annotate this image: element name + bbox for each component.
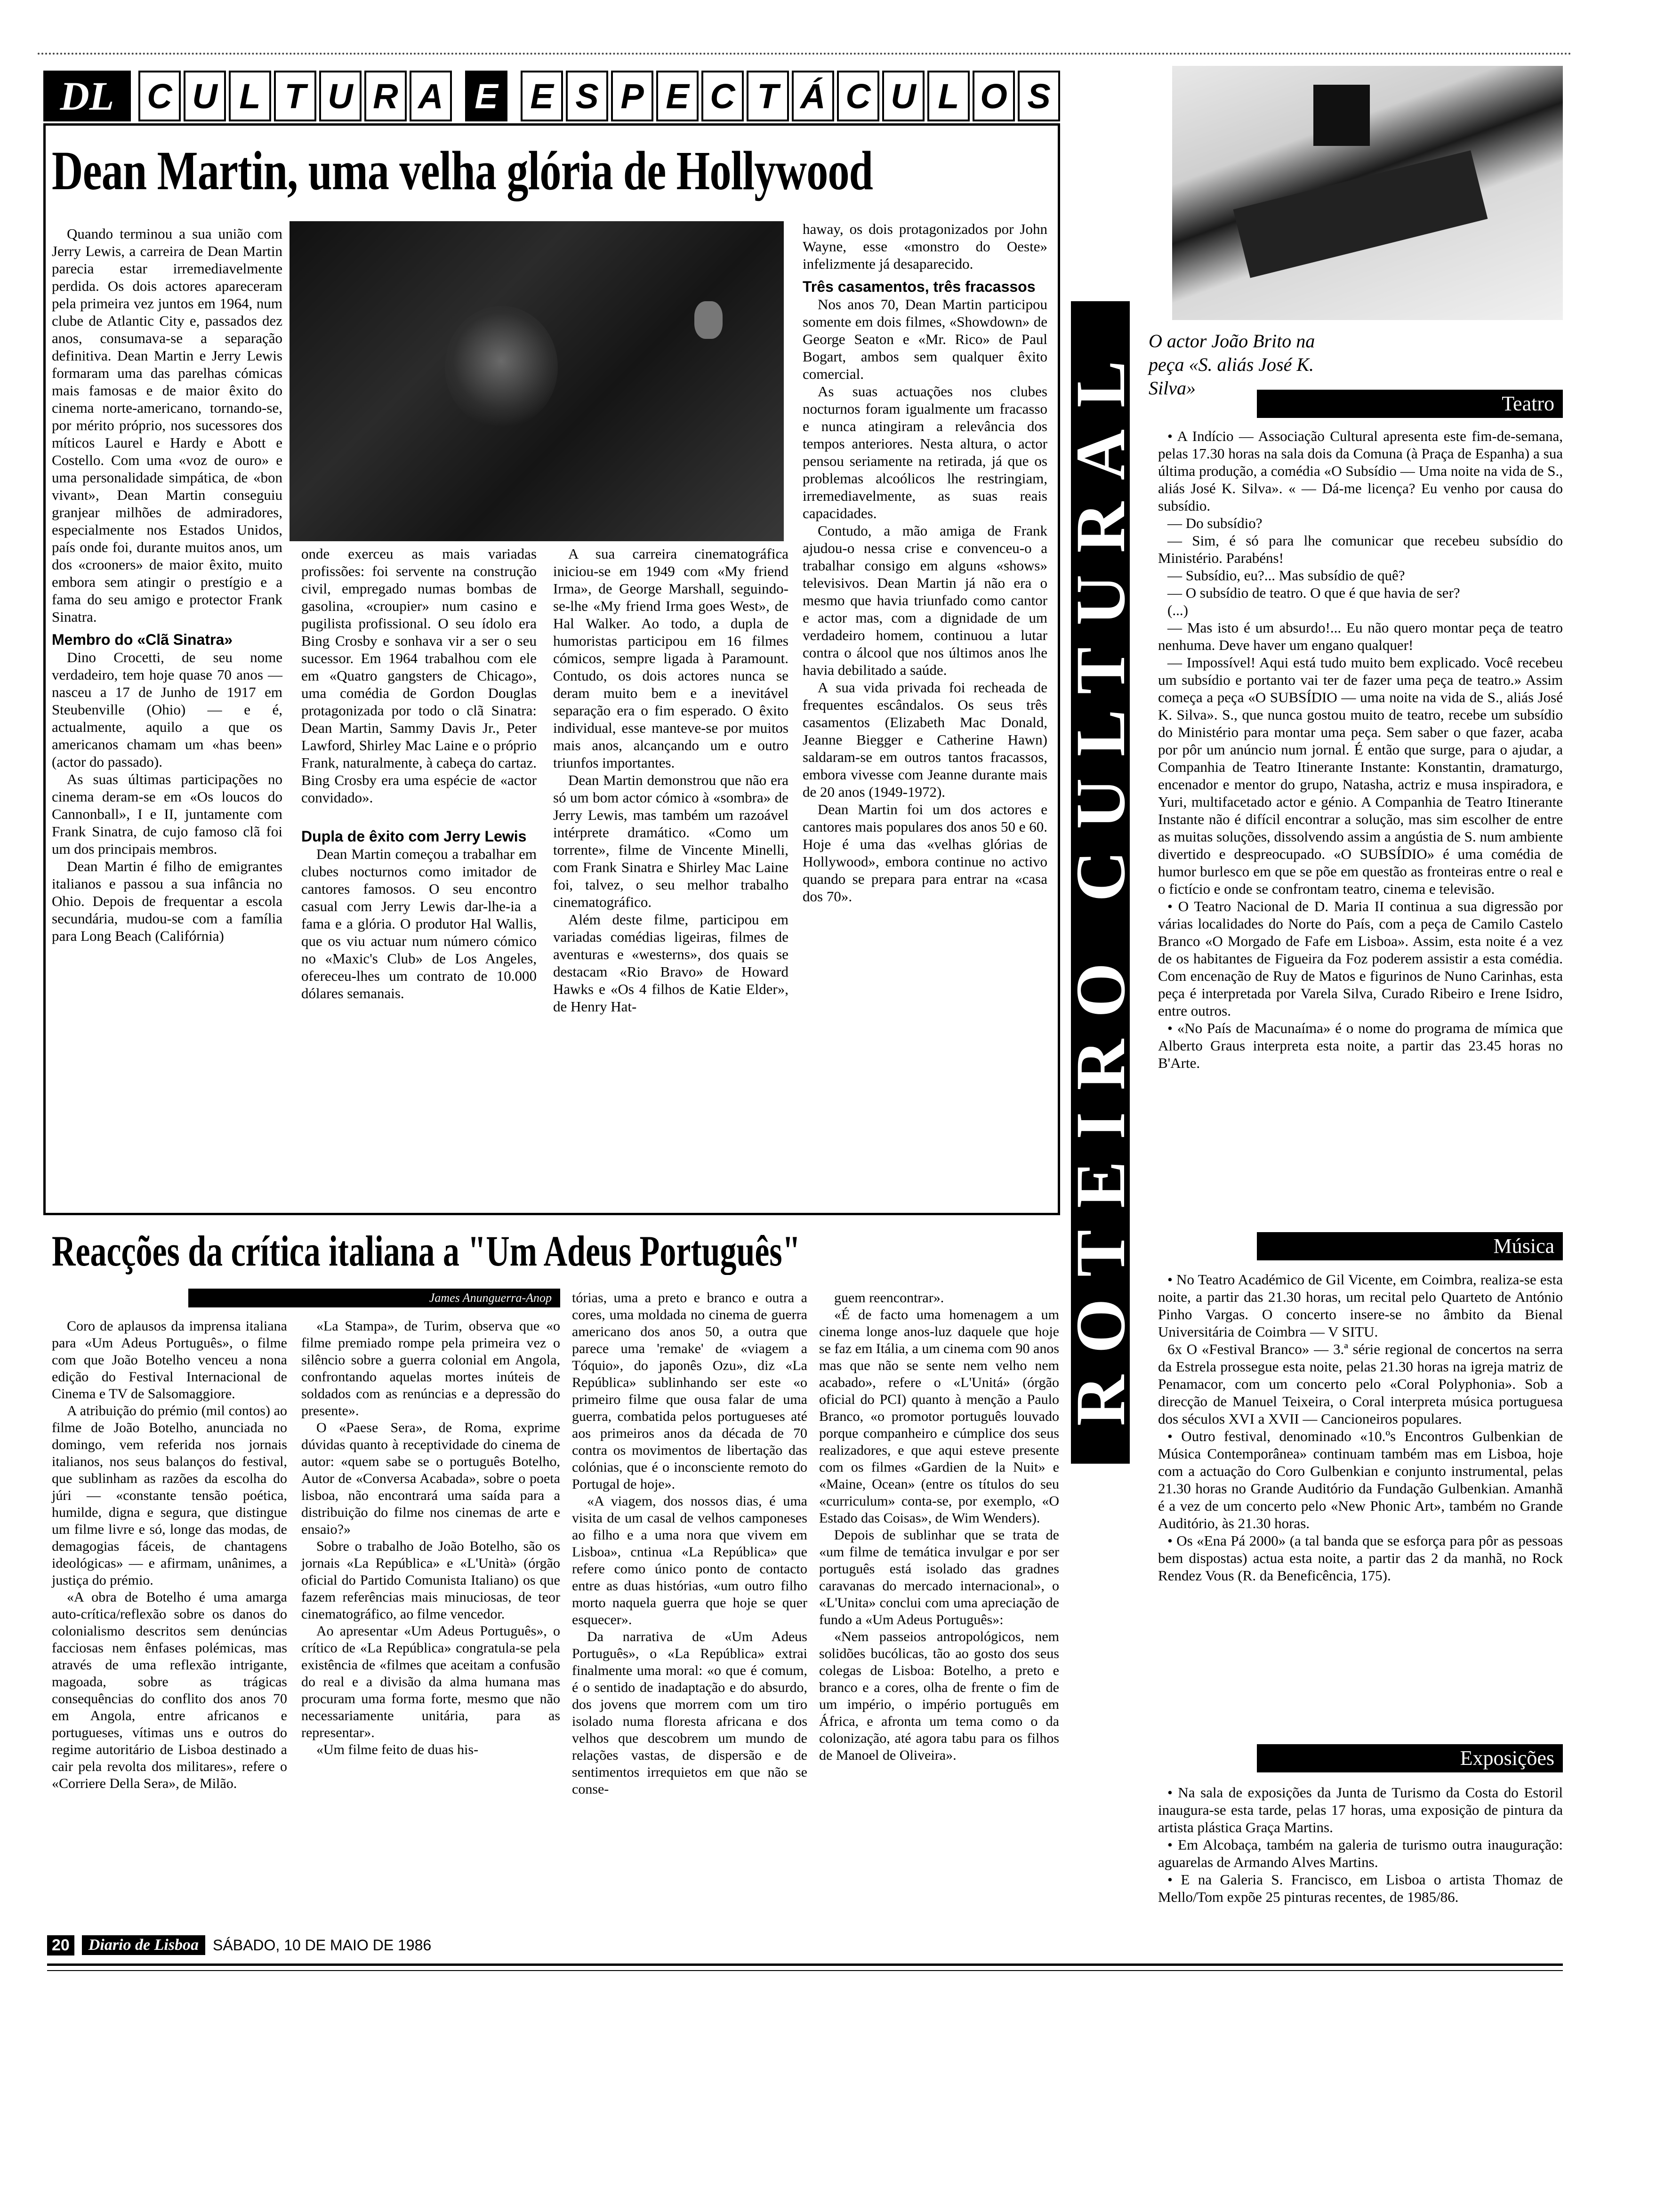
- banner-letter: R: [364, 71, 407, 121]
- article1-subheading-1: Membro do «Clã Sinatra»: [52, 631, 233, 648]
- article1-col2b-body: [301, 845, 537, 1002]
- teatro-item: — Subsídio, eu?... Mas subsídio de quê?: [1167, 567, 1405, 584]
- article1-col2-body: [301, 545, 537, 806]
- newspaper-logo: DL: [43, 71, 131, 121]
- article1-column-1: [52, 225, 282, 945]
- banner-letter: P: [611, 71, 653, 121]
- article2-col1-body: [52, 1318, 287, 1792]
- article2-paragraph: Depois de sublinhar que se trata de «um filme de temática invulgar e por ser português está isolado das gradnes caravanas do mercado internacional», o «L'Unita» conclui com uma apreciação de fundo a «Um Adeus Português»:: [819, 1527, 1059, 1627]
- teatro-item: — Mas isto é um absurdo!... Eu não quero montar peça de teatro nenhuma. Deve haver um engano qualquer!: [1158, 619, 1563, 653]
- article2-paragraph: «La Stampa», de Turim, observa que «o filme premiado rompe pela primeira vez o silêncio sobre a guerra colonial em Angola, confrontando aquelas mortes inúteis de soldados com as renúncias e a depressão do presente».: [301, 1318, 560, 1419]
- article2-paragraph: Sobre o trabalho de João Botelho, são os jornais «La República» e «L'Unità» (órgão oficial do Partido Comunista Italiano) os que fazem referências mais minuciosas, de teor cinematográfico, ao filme vencedor.: [301, 1539, 560, 1622]
- article1-col1-body: [52, 225, 282, 625]
- article1-paragraph: Além deste filme, participou em variadas comédias ligeiras, filmes de aventuras e «westerns», dos quais se destacam «Rio Bravo» de Howard Hawks e «Os 4 filhos de Katie Elder», de Henry Hat-: [553, 911, 788, 1015]
- roteiro-cultural-band: [1061, 301, 1140, 1464]
- article1-paragraph: As suas actuações nos clubes nocturnos foram igualmente um fracasso e nunca atingiram a relevância dos tempos anteriores. Nesta altura, o actor pensou seriamente na retirada, já que os problemas alcoólicos lhe restringiam, irremediavelmente, as suas reais capacidades.: [803, 383, 1047, 521]
- article2-byline: James Anunguerra-Anop: [188, 1289, 560, 1307]
- issue-date: SÁBADO, 10 DE MAIO DE 1986: [213, 1936, 432, 1954]
- article1-paragraph: A sua carreira cinematográfica iniciou-se em 1949 com «My friend Irma», de George Marshall, seguindo-se-lhe «My friend Irma goes West», de Hal Walker. Ao todo, a dupla de humoristas participou em 16 filmes cómicos, sempre ligada à Paramount. Contudo, os dois actores nunca se deram muito bem e a inevitável separação era o fim esperado. O êxito individual, esse manteve-se por muitos mais anos, alcançando um e outro triunfos importantes.: [553, 545, 788, 771]
- article1-paragraph: A sua vida privada foi recheada de frequentes escândalos. Os seus três casamentos (Elizabeth Mac Donald, Jeanne Biegger e Catherine Hawn) saldaram-se em outros tantos fracassos, embora vivesse com Jeanne durante mais de 20 anos (1949-1972).: [803, 679, 1047, 800]
- article1-paragraph: Dean Martin começou a trabalhar em clubes nocturnos como imitador de cantores famosos. O seu encontro casual com Jerry Lewis dar-lhe-ia a fama e a glória. O produtor Hal Wallis, que os viu actuar num número cómico no «Maxic's Club» de Los Angeles, ofereceu-lhes um contrato de 10.000 dólares semanais.: [301, 846, 537, 1002]
- article2-paragraph: tórias, uma a preto e branco e outra a cores, uma moldada no cinema de guerra americano dos anos 50, a outra que parece uma 'remake' de «viagem a Tóquio», do japonês Ozu», diz «La República» sublinhando ser este «o primeiro filme que ousa falar de uma guerra, combatida pelos portugueses até aos primeiros anos da década de 70 contra os movimentos de libertação das colónias, que é o inconsciente remoto do Portugal de hoje».: [572, 1290, 807, 1492]
- teatro-item: — O subsídio de teatro. O que é que havia de ser?: [1167, 585, 1460, 601]
- article1-paragraph: Quando terminou a sua união com Jerry Lewis, a carreira de Dean Martin parecia estar irremediavelmente perdida. Os dois actores apareceram pela primeira vez juntos em 1964, num clube de Atlantic City e, passados dez anos, consumava-se a separação definitiva. Dean Martin e Jerry Lewis formaram uma das parelhas cómicas mais famosas e de maior êxito do cinema norte-americano, tornando-se, por mérito próprio, nos sucessores dos míticos Laurel e Hardy e Abott e Costello. Com uma «voz de ouro» e uma personalidade simpática, de «bon vivant», Dean Martin conseguiu granjear milhões de admiradores, especialmente nos Estados Unidos, país onde foi, durante muitos anos, um dos «crooners» de maior êxito, muito embora sem atingir o prestígio e a fama do seu amigo e protector Frank Sinatra.: [52, 225, 282, 625]
- article1-title: Dean Martin, uma velha glória de Hollywood: [52, 140, 873, 201]
- musica-item: • Outro festival, denominado «10.ºs Encontros Gulbenkian de Música Contemporânea» continuam também mas em Lisboa, hoje com a actuação do Coro Gulbenkian e conjunto instrumental, pelas 21.30 horas no Grande Auditório da Fundação Gulbenkian. Amanhã é a vez de um concerto pelo «New Phonic Art», também no Grande Auditório, às 21.30 horas.: [1158, 1428, 1563, 1531]
- musica-item: • No Teatro Académico de Gil Vicente, em Coimbra, realiza-se esta noite, a partir das 21.30 horas, um recital pelo Quarteto de António Pinho Vargas. O concerto insere-se no âmbito da Bienal Universitária de Coimbra — V SITU.: [1158, 1271, 1563, 1340]
- musica-item: 6x O «Festival Branco» — 3.ª série regional de concertos na serra da Estrela prossegue esta noite, pelas 21.30 horas na igreja matriz de Penamacor, com um concerto pelo «Coral Polyphonia». Sob a direcção de Manuel Teixeira, o Coral interpreta música portuguesa dos séculos XVI a XVII — Cancioneiros populares.: [1158, 1341, 1563, 1427]
- teatro-body: [1158, 427, 1563, 1072]
- article2-paragraph: «A obra de Botelho é uma amarga auto-crítica/reflexão sobre os danos do colonialismo descritos sem denúncias facciosas nem ênfases polémicas, mas através de uma reflexão intrigante, magoada, sobre as trágicas consequências do conflito dos anos 70 em Angola, entre africanos e portugueses, vítimas uns e outros do regime autoritário de Lisboa destinado a cair pela revolta dos militares», refere o «Corriere Della Sera», de Milão.: [52, 1589, 287, 1791]
- banner-letter: A: [410, 71, 452, 121]
- article2-column-4: [819, 1290, 1059, 1764]
- article1-col3-body: [553, 545, 788, 1015]
- dean-martin-photo: [290, 221, 784, 541]
- musica-item: • Os «Ena Pá 2000» (a tal banda que se esforça para pôr as pessoas bem dispostas) actua esta noite, a partir das 2 da manhã, no Rock Rendez Vous (R. da Beneficência, 175).: [1158, 1532, 1563, 1584]
- exposicoes-item: • E na Galeria S. Francisco, em Lisboa o artista Thomaz de Mello/Tom expõe 25 pinturas recentes, de 1985/86.: [1158, 1871, 1563, 1905]
- banner-letter: S: [566, 71, 608, 121]
- top-edge-dots: [38, 53, 1572, 58]
- article2-col4-body: [819, 1290, 1059, 1764]
- article1-paragraph: As suas últimas participações no cinema deram-se em «Os loucos do Cannonball», I e II, juntamente com Frank Sinatra, de cujo famoso clã foi um dos principais membros.: [52, 771, 282, 857]
- teatro-item: — Do subsídio?: [1167, 515, 1263, 531]
- banner-letter: L: [229, 71, 271, 121]
- article1-column-4: [803, 220, 1047, 905]
- joao-brito-photo: [1172, 66, 1563, 320]
- musica-heading: Música: [1257, 1232, 1563, 1260]
- section-banner: [43, 71, 1060, 121]
- footer: [47, 1933, 1563, 1957]
- article1-subheading-3: Três casamentos, três fracassos: [803, 278, 1036, 295]
- page-number: 20: [47, 1935, 74, 1956]
- article2-column-2: [301, 1318, 560, 1758]
- teatro-item: — Sim, é só para lhe comunicar que recebeu subsídio do Ministério. Parabéns!: [1158, 532, 1563, 566]
- article2-col2-body: [301, 1318, 560, 1758]
- teatro-heading: Teatro: [1257, 390, 1563, 418]
- article2-paragraph: «A viagem, dos nossos dias, é uma visita de um casal de velhos camponeses ao filho e a uma nora que vivem em Lisboa», cntinua «La República» que refere como único ponto de contacto entre as duas histórias, «um outro filho morto naquela guerra que hoje se quer esquecer».: [572, 1493, 807, 1627]
- article2-title: Reacções da crítica italiana a "Um Adeus Português": [52, 1227, 801, 1275]
- article1-paragraph: Dean Martin é filho de emigrantes italianos e passou a sua infância no Ohio. Depois de frequentar a escola secundária, mudou-se com a família para Long Beach (Califórnia): [52, 858, 282, 944]
- section-title-letters: [138, 71, 1060, 121]
- teatro-item: • «No País de Macunaíma» é o nome do programa de mímica que Alberto Graus interpreta esta noite, a partir das 23.45 horas no B'Arte.: [1158, 1020, 1563, 1071]
- article2-paragraph: Ao apresentar «Um Adeus Português», o crítico de «La República» congratula-se pela existência de «filmes que aceitam a confusão do real e a divisão da alma humana mas procuram uma forma forte, mesmo que não necessariamente unitária, para as representar».: [301, 1623, 560, 1740]
- banner-letter: O: [973, 71, 1015, 121]
- roteiro-cultural-label: ROTEIRO CULTURAL: [1061, 339, 1140, 1426]
- banner-letter: U: [184, 71, 226, 121]
- article1-paragraph: haway, os dois protagonizados por John Wayne, esse «monstro do Oeste» infelizmente já desaparecido.: [803, 221, 1047, 272]
- banner-letter: L: [927, 71, 970, 121]
- exposicoes-item: • Em Alcobaça, também na galeria de turismo outra inauguração: aguarelas de Armando Alves Martins.: [1158, 1836, 1563, 1870]
- article1-paragraph: Dean Martin demonstrou que não era só um bom actor cómico à «sombra» de Jerry Lewis, mas também um razoável intérprete dramático. «Como um torrente», filme de Vincente Minelli, com Frank Sinatra e Shirley Mac Laine foi, talvez, o seu melhor trabalho cinematográfico.: [553, 772, 788, 910]
- banner-letter: U: [319, 71, 362, 121]
- banner-letter: C: [837, 71, 879, 121]
- article1-col1b-body: [52, 649, 282, 945]
- exposicoes-item: • Na sala de exposições da Junta de Turismo da Costa do Estoril inaugura-se esta tarde, pelas 17 horas, uma exposição de pintura da artista plástica Graça Martins.: [1158, 1784, 1563, 1835]
- article1-paragraph: onde exerceu as mais variadas profissões: foi servente na construção civil, empregado numas bombas de gasolina, «croupier» num casino e pugilista profissional. O seu ídolo era Bing Crosby e sonhava vir a ser o seu sucessor. Em 1964 trabalhou com ele em «Quatro gangsters de Chicago», uma comédia de Gordon Douglas protagonizada por todo o clã Sinatra: Dean Martin, Sammy Davis Jr., Peter Lawford, Shirley Mac Laine e o próprio Frank, naturalmente, à cabeça do cartaz. Bing Crosby era uma espécie de «actor convidado».: [301, 545, 537, 806]
- banner-letter: C: [701, 71, 744, 121]
- footer-rule: [47, 1964, 1563, 1966]
- article2-paragraph: «Nem passeios antropológicos, nem solidões bucólicas, tão ao gosto dos seus colegas de Lisboa: Botelho, a preto e branco e a cores, olha de frente o fim de um império, o império português em África, e afronta um tema como o da colonização, até agora tabu para os filhos de Manoel de Oliveira».: [819, 1629, 1059, 1763]
- article1-paragraph: Dino Crocetti, de seu nome verdadeiro, tem hoje quase 70 anos — nasceu a 17 de Junho de 1917 em Steubenville (Ohio) — e é, actualmente, aquilo a que os americanos chamam um «has been» (actor do passado).: [52, 649, 282, 770]
- article2-paragraph: A atribuição do prémio (mil contos) ao filme de João Botelho, anunciada no domingo, vem referida nos jornais italianos, nos seus balanços do festival, que sublinham as razões da escolha do júri — «constante tensão poética, humilde, digna e segura, que distingue um filme livre e só, longe das modas, de demagogias fáceis, de chantagens ideológicas» — e afirmam, unânimes, a justiça do prémio.: [52, 1403, 287, 1588]
- article1-column-2: [301, 545, 537, 1002]
- banner-letter: S: [1018, 71, 1060, 121]
- banner-letter: U: [882, 71, 925, 121]
- exposicoes-heading: Exposições: [1257, 1744, 1563, 1772]
- teatro-item: (...): [1167, 602, 1188, 618]
- article1-subheading-2: Dupla de êxito com Jerry Lewis: [301, 828, 527, 845]
- article2-column-3: [572, 1290, 807, 1798]
- article1-paragraph: Contudo, a mão amiga de Frank ajudou-o nessa crise e convenceu-o a trabalhar consigo em alguns «shows» televisivos. Dean Martin já não era o mesmo que havia triunfado como cantor e actor mas, com a dignidade de um verdadeiro homem, continuou a lutar contra o álcool que nos últimos anos lhe havia debilitado a saúde.: [803, 522, 1047, 678]
- teatro-item: • O Teatro Nacional de D. Maria II continua a sua digressão por várias localidades do Norte do País, com a peça de Camilo Castelo Branco «O Morgado de Fafe em Lisboa». Assim, esta noite é a vez de os habitantes de Figueira da Foz poderem assistir a esta comédia. Com encenação de Ruy de Matos e figurinos de Nuno Carinhas, esta peça é interpretada por Varela Silva, Curado Ribeiro e Irene Isidro, entre outros.: [1158, 898, 1563, 1019]
- banner-letter: Á: [792, 71, 834, 121]
- article1-paragraph: Dean Martin foi um dos actores e cantores mais populares dos anos 50 e 60. Hoje é uma das «velhas glórias de Hollywood», embora continue no activo quando se prepara para entrar na «casa dos 70».: [803, 801, 1047, 905]
- article2-paragraph: O «Paese Sera», de Roma, exprime dúvidas quanto à receptividade do cinema de autor: «quem sabe se o português Botelho, Autor de «Conversa Acabada», sobre o poeta lisboa, não encontrará uma saída para a distribuição do filme nos cinemas de arte e ensaio?»: [301, 1420, 560, 1537]
- teatro-item: — Impossível! Aqui está tudo muito bem explicado. Você recebeu um subsídio e portanto vai ter de fazer uma peça de teatro.» Assim começa a peça «O SUBSÍDIO — uma noite na vida de S., aliás José K. Silva». S., que nunca gostou muito de teatro, recebe um subsídio do Ministério para montar uma peça. Sem saber o que fazer, acaba por pôr um anúncio num jornal. É então que surge, para o ajudar, a Companhia de Teatro Itinerante Instante: Konstantin, dramaturgo, encenador e mentor do grupo, Natasha, actriz e musa inspiradora, e Yuri, multifacetado actor e génio. A Companhia de Teatro Itinerante Instante não é difícil encontrar a solução, mas sim escolher de entre as muitas soluções, dissolvendo assim a angústia de S. num ambiente divertido e despreocupado. «O SUBSÍDIO» é uma comédia de humor burlesco em que se põe em questão as fronteiras entre o real e o fictício e onde se confrontam teatro, cinema e televisão.: [1158, 654, 1563, 897]
- banner-letter: C: [138, 71, 181, 121]
- article1-col4b-body: [803, 296, 1047, 905]
- article2-paragraph: Coro de aplausos da imprensa italiana para «Um Adeus Português», o filme com que João Botelho venceu a nona edição do Festival Internacional de Cinema e TV de Salsomaggiore.: [52, 1318, 287, 1402]
- paper-name: Diario de Lisboa: [82, 1935, 205, 1955]
- article2-paragraph: Da narrativa de «Um Adeus Português», o «La República» extrai finalmente uma moral: «o que é comum, é o sentido de inadaptação e do absurdo, dos jovens que morrem com um tiro isolado numa floresta africana e dos velhos que descobrem um mundo de relações vastas, de dispersão e de sentimentos irrequietos em que não se conse-: [572, 1629, 807, 1797]
- article1-column-3: [553, 545, 788, 1015]
- banner-letter: T: [747, 71, 789, 121]
- musica-body: [1158, 1271, 1563, 1584]
- article1-col4a-body: [803, 220, 1047, 272]
- article2-column-1: [52, 1318, 287, 1792]
- photo-caption: O actor João Brito na peça «S. aliás José K. Silva»: [1149, 330, 1315, 399]
- banner-letter: E: [656, 71, 699, 121]
- teatro-item: • A Indício — Associação Cultural apresenta este fim-de-semana, pelas 17.30 horas na sala dois da Comuna (à Praça de Espanha) a sua última produção, a comédia «O Subsídio — Uma noite na vida de S., aliás José K. Silva». « — Dá-me licença? Eu venho por causa do subsídio.: [1158, 428, 1563, 514]
- article1-paragraph: Nos anos 70, Dean Martin participou somente em dois filmes, «Showdown» de George Seaton e «Mr. Rico» de Paul Bogart, ambos sem qualquer êxito comercial.: [803, 296, 1047, 382]
- article2-paragraph: guem reencontrar».: [834, 1290, 944, 1306]
- banner-letter: T: [274, 71, 316, 121]
- banner-letter: E: [521, 71, 563, 121]
- article2-paragraph: «Um filme feito de duas his-: [316, 1742, 479, 1757]
- article2-col3-body: [572, 1290, 807, 1798]
- article2-paragraph: «É de facto uma homenagem a um cinema longe anos-luz daquele que hoje se faz em Itália, a um cinema com 90 anos mas que não se sente nem velho nem acabado», refere o «L'Unitá» (órgão oficial do PCI) quanto à menção a Paulo Branco, «o promotor português louvado porque companheiro e cúmplice dos seus realizadores, e que aqui esteve presente com os filmes «Gardien de la Nuit» e «Maine, Ocean» (entre os títulos do seu «curriculum» conta-se, por exemplo, «O Estado das Coisas», de Wim Wenders).: [819, 1307, 1059, 1526]
- banner-letter: E: [465, 71, 507, 121]
- exposicoes-body: [1158, 1784, 1563, 1906]
- footer-rule-thin: [47, 1970, 1563, 1971]
